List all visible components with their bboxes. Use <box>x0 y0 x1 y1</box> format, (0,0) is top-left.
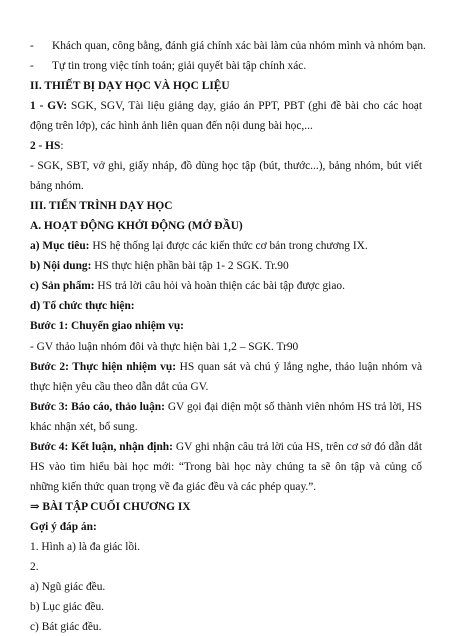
bullet-dash: - <box>30 60 34 73</box>
step-3-line-1 <box>30 400 422 414</box>
hs-label: 2 - HS <box>30 140 61 153</box>
content-label: b) Nội dung: <box>30 260 92 273</box>
hs-colon: : <box>60 140 64 153</box>
step-2-label: Bước 2: Thực hiện nhiệm vụ: <box>30 360 177 373</box>
chapter-title-text: BÀI TẬP CUỐI CHƯƠNG IX <box>39 500 191 513</box>
answer-2c: c) Bát giác đều. <box>30 621 102 633</box>
bullet-objective-1 <box>30 39 426 53</box>
gv-text: SGK, SGV, Tài liệu giảng dạy, giáo án PPT, PBT (ghi đề bài cho các hoạt <box>67 100 422 113</box>
step-2-line-2: thực hiện yêu cầu theo dẫn dắt của GV. <box>30 380 209 393</box>
objective-text: HS hệ thống lại được các kiến thức cơ bản trong chương IX. <box>89 240 368 253</box>
section-a-title: A. HOẠT ĐỘNG KHỞI ĐỘNG (MỞ ĐẦU) <box>30 220 243 233</box>
hs-heading <box>30 139 422 153</box>
objective-label: a) Mục tiêu: <box>30 240 90 253</box>
answer-2b: b) Lục giác đều. <box>30 600 105 613</box>
step-4-line-2: HS vào tìm hiểu bài học mới: “Trong bài học này chúng ta sẽ ôn tập và củng cố <box>30 460 422 473</box>
answer-2a: a) Ngũ giác đều. <box>30 580 106 593</box>
step-2-text: HS quan sát và chú ý lắng nghe, thảo luận nhóm và <box>176 360 422 373</box>
gv-line-1 <box>30 99 422 113</box>
answer-1: 1. Hình a) là đa giác lồi. <box>30 540 141 553</box>
hs-line-2: bảng nhóm. <box>30 180 84 193</box>
section-2-title: II. THIẾT BỊ DẠY HỌC VÀ HỌC LIỆU <box>30 80 230 93</box>
step-4-line-1 <box>30 440 422 454</box>
step-3-text: GV gọi đại diện một số thành viên nhóm HS trả lời, HS <box>164 400 422 413</box>
bullet-objective-2 <box>30 59 422 73</box>
product-line <box>30 279 422 293</box>
section-3-title: III. TIẾN TRÌNH DẠY HỌC <box>30 200 173 213</box>
organization-heading: d) Tổ chức thực hiện: <box>30 300 135 313</box>
step-4-text: GV ghi nhận câu trả lời của HS, trên cơ sở đó dẫn dắt <box>172 440 422 453</box>
step-1-label: Bước 1: Chuyển giao nhiệm vụ: <box>30 320 184 333</box>
gv-label: 1 - GV: <box>30 100 68 113</box>
product-text: HS trả lời câu hỏi và hoàn thiện các bài tập được giao. <box>94 280 345 293</box>
chapter-exercise-title <box>30 500 422 514</box>
content-line <box>30 259 422 273</box>
content-text: HS thực hiện phần bài tập 1- 2 SGK. Tr.90 <box>91 260 289 273</box>
hs-line-1: - SGK, SBT, vở ghi, giấy nháp, đồ dùng học tập (bút, thước...), bảng nhóm, bút viết <box>30 160 422 173</box>
step-1-text: - GV thảo luận nhóm đôi và thực hiện bài 1,2 – SGK. Tr90 <box>30 340 299 353</box>
arrow-right-icon: ⇒ <box>30 500 40 513</box>
bullet-text: Tự tin trong việc tính toán; giải quyết bài tập chính xác. <box>52 60 307 73</box>
step-4-line-3: những kiến thức quan trọng về đa giác đều và các phép quay.”. <box>30 480 317 493</box>
gv-line-2: động trên lớp), các hình ảnh liên quan đến nội dung bài học,... <box>30 120 313 133</box>
step-2-line-1 <box>30 360 422 374</box>
bullet-text: Khách quan, công bằng, đánh giá chính xác bài làm của nhóm mình và nhóm bạn. <box>52 40 426 52</box>
answer-2: 2. <box>30 560 39 573</box>
product-label: c) Sản phẩm: <box>30 280 95 293</box>
step-3-label: Bước 3: Báo cáo, thảo luận: <box>30 400 165 413</box>
objective-line <box>30 239 422 253</box>
step-3-line-2: khác nhận xét, bổ sung. <box>30 420 138 433</box>
bullet-dash: - <box>30 40 34 52</box>
hint-heading: Gợi ý đáp án: <box>30 520 97 533</box>
step-4-label: Bước 4: Kết luận, nhận định: <box>30 440 173 453</box>
